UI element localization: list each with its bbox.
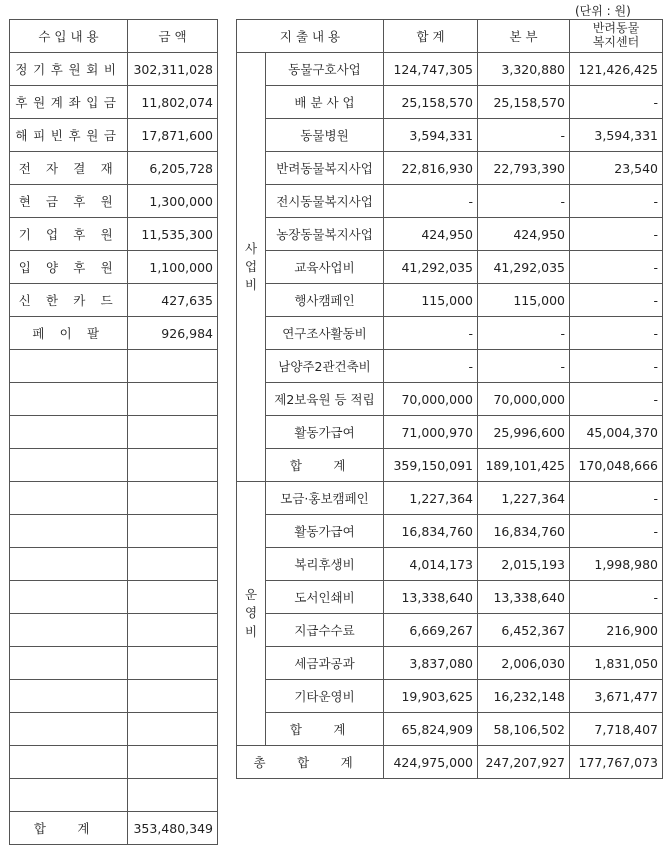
income-total-amount: 353,480,349 <box>128 812 218 845</box>
income-item: 입 양 후 원 <box>10 251 128 284</box>
income-item <box>10 647 128 680</box>
expense-item: 농장동물복지사업 <box>266 218 384 251</box>
expense-sum: 19,903,625 <box>384 680 478 713</box>
expense-center: - <box>570 185 663 218</box>
expense-hq: - <box>478 350 570 383</box>
expense-center: - <box>570 251 663 284</box>
expense-sum: 3,837,080 <box>384 647 478 680</box>
income-amount: 427,635 <box>128 284 218 317</box>
expense-row <box>237 119 663 152</box>
expense-item: 도서인쇄비 <box>266 581 384 614</box>
expense-sum: 16,834,760 <box>384 515 478 548</box>
grand-total-row <box>237 746 663 779</box>
income-item <box>10 515 128 548</box>
expense-row <box>237 350 663 383</box>
business-group-label-char: 사 <box>244 240 258 256</box>
expense-sum: - <box>384 185 478 218</box>
expense-row <box>237 647 663 680</box>
expense-sum: 124,747,305 <box>384 53 478 86</box>
grand-total-center: 177,767,073 <box>570 746 663 779</box>
income-amount: 1,300,000 <box>128 185 218 218</box>
income-row <box>10 548 218 581</box>
center-header-line1: 반려동물 <box>592 21 640 36</box>
income-amount: 6,205,728 <box>128 152 218 185</box>
expense-item: 배 분 사 업 <box>266 86 384 119</box>
income-item: 기 업 후 원 <box>10 218 128 251</box>
expense-center: 45,004,370 <box>570 416 663 449</box>
expense-sum: 1,227,364 <box>384 482 478 515</box>
income-row <box>10 119 218 152</box>
expense-row <box>237 383 663 416</box>
income-item <box>10 416 128 449</box>
income-item: 후원계좌입금 <box>10 86 128 119</box>
expense-sum: 71,000,970 <box>384 416 478 449</box>
expense-center: 3,594,331 <box>570 119 663 152</box>
income-row <box>10 614 218 647</box>
expense-row <box>237 284 663 317</box>
expense-center: - <box>570 284 663 317</box>
expense-hq: 115,000 <box>478 284 570 317</box>
expense-hq: 16,232,148 <box>478 680 570 713</box>
expense-item: 활동가급여 <box>266 515 384 548</box>
expense-sum-header: 합 계 <box>384 20 478 53</box>
expense-item: 전시동물복지사업 <box>266 185 384 218</box>
income-amount <box>128 350 218 383</box>
income-amount <box>128 548 218 581</box>
income-item <box>10 581 128 614</box>
subtotal-center: 7,718,407 <box>570 713 663 746</box>
expense-center: 121,426,425 <box>570 53 663 86</box>
expense-hq: 25,158,570 <box>478 86 570 119</box>
expense-hq: - <box>478 317 570 350</box>
expense-row <box>237 581 663 614</box>
expense-header-row <box>237 20 663 53</box>
operating-subtotal-row <box>237 713 663 746</box>
income-amount <box>128 416 218 449</box>
income-row <box>10 680 218 713</box>
expense-hq: - <box>478 119 570 152</box>
income-item <box>10 713 128 746</box>
expense-center: - <box>570 86 663 119</box>
income-row <box>10 779 218 812</box>
expense-sum: 41,292,035 <box>384 251 478 284</box>
income-item <box>10 383 128 416</box>
income-item: 정기후원회비 <box>10 53 128 86</box>
income-total-row <box>10 812 218 845</box>
expense-item: 행사캠페인 <box>266 284 384 317</box>
expense-sum: 4,014,173 <box>384 548 478 581</box>
expense-hq: 1,227,364 <box>478 482 570 515</box>
expense-sum: 13,338,640 <box>384 581 478 614</box>
income-amount: 11,535,300 <box>128 218 218 251</box>
expense-sum: 115,000 <box>384 284 478 317</box>
expense-center: - <box>570 350 663 383</box>
expense-sum: 424,950 <box>384 218 478 251</box>
income-amount <box>128 383 218 416</box>
income-item <box>10 350 128 383</box>
expense-center: - <box>570 515 663 548</box>
income-amount <box>128 746 218 779</box>
income-item <box>10 449 128 482</box>
income-row <box>10 383 218 416</box>
operating-group-label-char: 영 <box>244 605 258 621</box>
income-row <box>10 317 218 350</box>
expense-hq: 3,320,880 <box>478 53 570 86</box>
expense-item: 동물구호사업 <box>266 53 384 86</box>
expense-hq: - <box>478 185 570 218</box>
income-amount <box>128 449 218 482</box>
expense-hq: 22,793,390 <box>478 152 570 185</box>
income-row <box>10 581 218 614</box>
expense-row <box>237 317 663 350</box>
expense-row <box>237 218 663 251</box>
expense-sum: - <box>384 317 478 350</box>
income-row <box>10 449 218 482</box>
income-table <box>9 19 218 845</box>
income-row <box>10 251 218 284</box>
expense-sum: 6,669,267 <box>384 614 478 647</box>
expense-center: 3,671,477 <box>570 680 663 713</box>
unit-label: (단위 : 원) <box>575 4 631 18</box>
expense-item: 교육사업비 <box>266 251 384 284</box>
expense-center: 1,831,050 <box>570 647 663 680</box>
income-item: 해피빈후원금 <box>10 119 128 152</box>
expense-center: - <box>570 317 663 350</box>
income-amount <box>128 713 218 746</box>
income-item: 신 한 카 드 <box>10 284 128 317</box>
expense-hq: 25,996,600 <box>478 416 570 449</box>
income-amount <box>128 779 218 812</box>
subtotal-sum: 65,824,909 <box>384 713 478 746</box>
income-row <box>10 416 218 449</box>
subtotal-sum: 359,150,091 <box>384 449 478 482</box>
business-subtotal-row <box>237 449 663 482</box>
income-amount <box>128 647 218 680</box>
income-item <box>10 614 128 647</box>
center-header-line2: 복지센터 <box>592 35 640 49</box>
expense-row <box>237 680 663 713</box>
income-amount <box>128 614 218 647</box>
income-amount: 17,871,600 <box>128 119 218 152</box>
subtotal-hq: 58,106,502 <box>478 713 570 746</box>
income-row <box>10 647 218 680</box>
expense-sum: 3,594,331 <box>384 119 478 152</box>
expense-row <box>237 53 663 86</box>
expense-hq: 41,292,035 <box>478 251 570 284</box>
operating-group-label <box>237 482 266 746</box>
income-row <box>10 746 218 779</box>
expense-hq: 2,015,193 <box>478 548 570 581</box>
income-total-label: 합 계 <box>10 812 128 845</box>
operating-group-label-char: 운 <box>244 587 258 603</box>
income-item <box>10 746 128 779</box>
income-row <box>10 86 218 119</box>
expense-row <box>237 515 663 548</box>
expense-center: 216,900 <box>570 614 663 647</box>
expense-sum: 25,158,570 <box>384 86 478 119</box>
expense-item-header: 지 출 내 용 <box>237 20 384 53</box>
expense-item: 남양주2관건축비 <box>266 350 384 383</box>
income-amount: 302,311,028 <box>128 53 218 86</box>
expense-center: - <box>570 581 663 614</box>
income-row <box>10 152 218 185</box>
expense-row <box>237 548 663 581</box>
grand-total-sum: 424,975,000 <box>384 746 478 779</box>
expense-hq: 6,452,367 <box>478 614 570 647</box>
income-row <box>10 284 218 317</box>
expense-center-header <box>570 20 663 53</box>
expense-table <box>236 19 663 779</box>
business-group-label <box>237 53 266 482</box>
income-row <box>10 53 218 86</box>
expense-item: 복리후생비 <box>266 548 384 581</box>
expense-hq: 13,338,640 <box>478 581 570 614</box>
income-amount <box>128 581 218 614</box>
expense-item: 연구조사활동비 <box>266 317 384 350</box>
expense-sum: - <box>384 350 478 383</box>
expense-item: 활동가급여 <box>266 416 384 449</box>
income-item <box>10 680 128 713</box>
income-row <box>10 350 218 383</box>
expense-row <box>237 86 663 119</box>
operating-group-label-char: 비 <box>244 623 258 639</box>
income-amount: 11,802,074 <box>128 86 218 119</box>
subtotal-label: 합 계 <box>266 713 384 746</box>
income-row <box>10 482 218 515</box>
expense-item: 기타운영비 <box>266 680 384 713</box>
expense-center: - <box>570 383 663 416</box>
income-row <box>10 185 218 218</box>
expense-hq: 16,834,760 <box>478 515 570 548</box>
income-amount: 1,100,000 <box>128 251 218 284</box>
expense-row <box>237 251 663 284</box>
subtotal-center: 170,048,666 <box>570 449 663 482</box>
income-row <box>10 218 218 251</box>
income-amount: 926,984 <box>128 317 218 350</box>
income-item: 전 자 결 재 <box>10 152 128 185</box>
income-amount-header: 금 액 <box>128 20 218 53</box>
income-item-header: 수 입 내 용 <box>10 20 128 53</box>
income-item <box>10 779 128 812</box>
expense-item: 지급수수료 <box>266 614 384 647</box>
subtotal-label: 합 계 <box>266 449 384 482</box>
business-group-label-char: 업 <box>244 258 258 274</box>
expense-hq: 424,950 <box>478 218 570 251</box>
expense-hq-header: 본 부 <box>478 20 570 53</box>
expense-center: 1,998,980 <box>570 548 663 581</box>
expense-center: 23,540 <box>570 152 663 185</box>
expense-row <box>237 152 663 185</box>
expense-row <box>237 614 663 647</box>
expense-hq: 70,000,000 <box>478 383 570 416</box>
income-amount <box>128 482 218 515</box>
grand-total-label: 총 합 계 <box>237 746 384 779</box>
income-item: 현 금 후 원 <box>10 185 128 218</box>
income-item <box>10 482 128 515</box>
expense-sum: 22,816,930 <box>384 152 478 185</box>
expense-center: - <box>570 218 663 251</box>
income-row <box>10 713 218 746</box>
expense-row <box>237 482 663 515</box>
expense-item: 동물병원 <box>266 119 384 152</box>
expense-row <box>237 185 663 218</box>
income-amount <box>128 515 218 548</box>
income-row <box>10 515 218 548</box>
income-item: 페 이 팔 <box>10 317 128 350</box>
income-item <box>10 548 128 581</box>
subtotal-hq: 189,101,425 <box>478 449 570 482</box>
grand-total-hq: 247,207,927 <box>478 746 570 779</box>
income-header-row <box>10 20 218 53</box>
expense-row <box>237 416 663 449</box>
expense-sum: 70,000,000 <box>384 383 478 416</box>
expense-item: 제2보육원 등 적립 <box>266 383 384 416</box>
expense-item: 반려동물복지사업 <box>266 152 384 185</box>
expense-hq: 2,006,030 <box>478 647 570 680</box>
business-group-label-char: 비 <box>244 277 258 293</box>
expense-item: 모금·홍보캠페인 <box>266 482 384 515</box>
expense-item: 세금과공과 <box>266 647 384 680</box>
expense-center: - <box>570 482 663 515</box>
income-amount <box>128 680 218 713</box>
